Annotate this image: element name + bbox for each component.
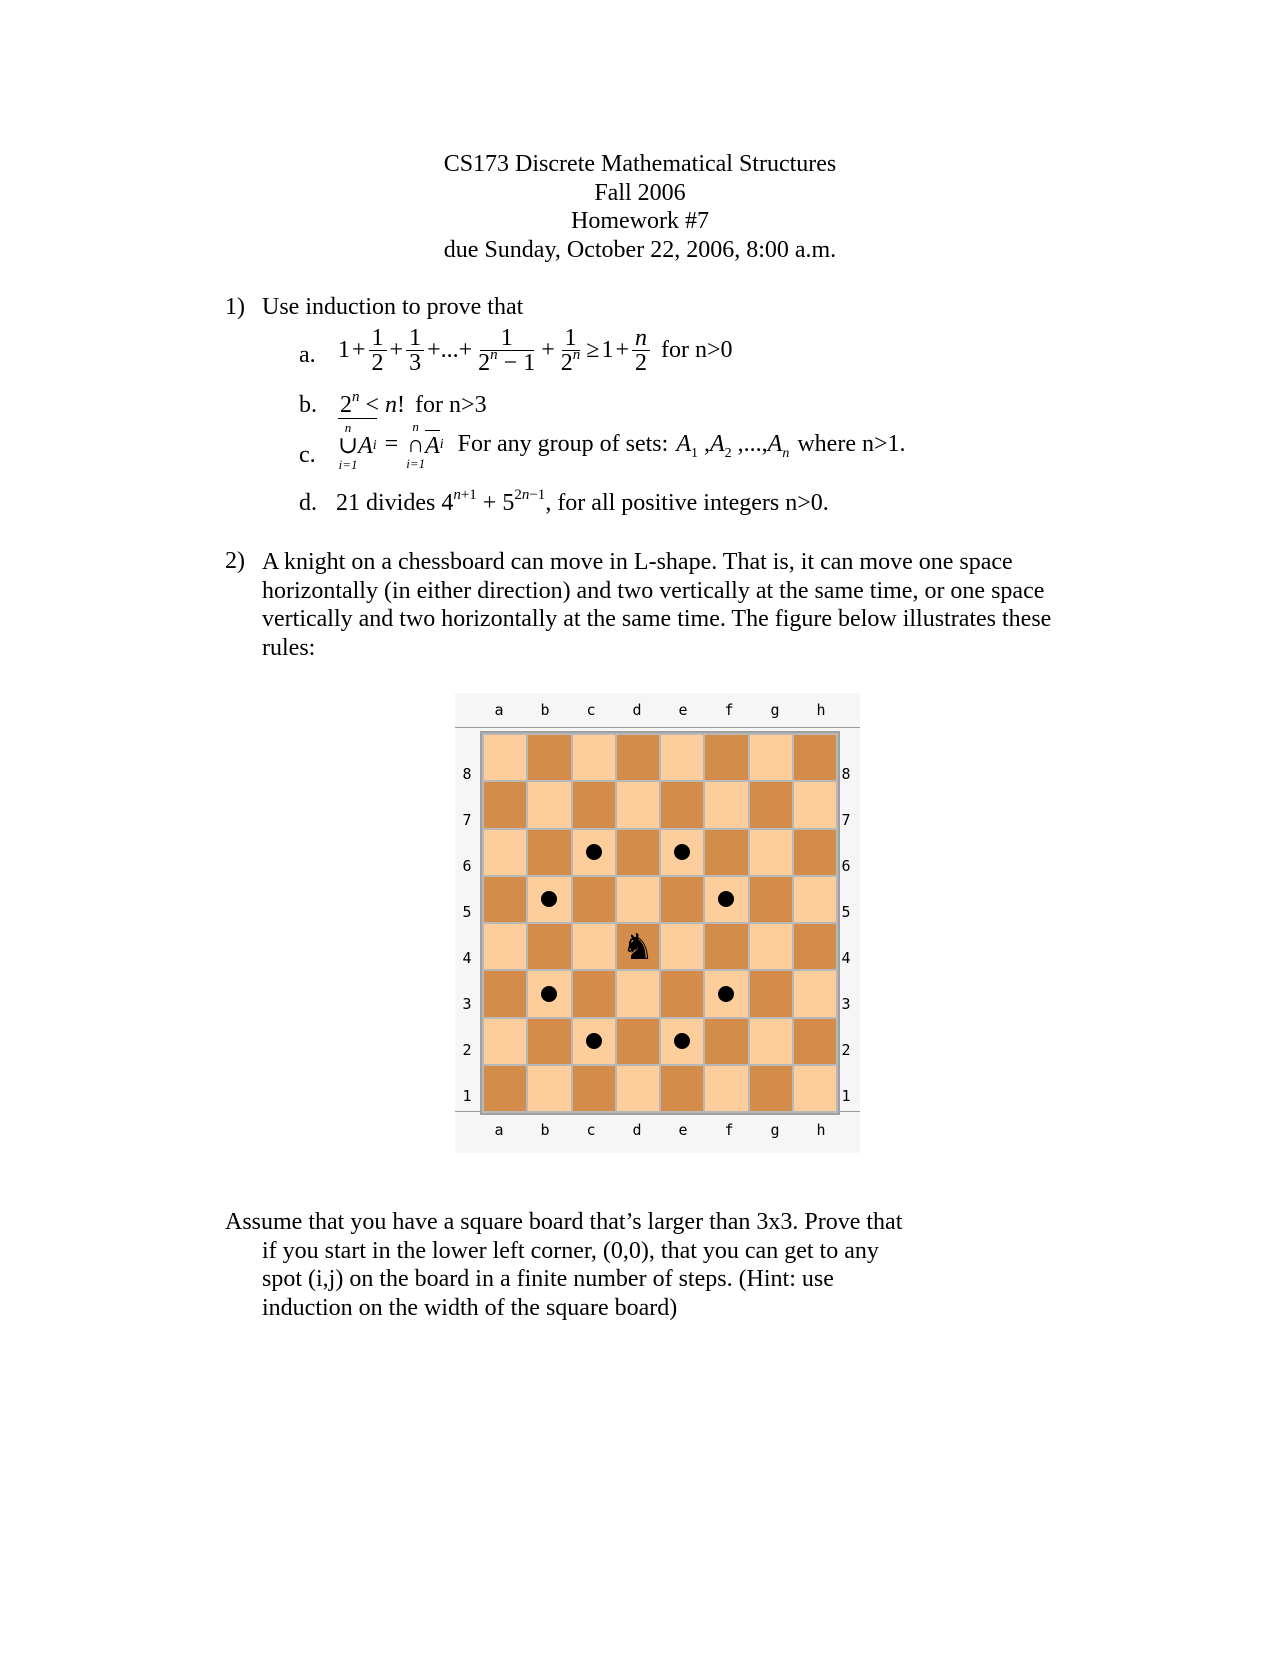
term: Fall 2006 xyxy=(594,179,686,206)
file-label-d-bottom: d xyxy=(632,1121,642,1139)
rank-label-8-right: 8 xyxy=(841,765,851,783)
problem-2-followup xyxy=(225,1208,1125,1322)
part-a-label: a. xyxy=(299,342,316,368)
square-g4 xyxy=(750,924,792,969)
square-a7 xyxy=(484,782,526,827)
square-c6 xyxy=(573,830,615,875)
problem-1-number: 1) xyxy=(225,294,245,320)
file-label-c-top: c xyxy=(586,701,596,719)
part-b-label: b. xyxy=(299,392,317,418)
part-d-prefix: 21 divides xyxy=(336,490,436,516)
square-h7 xyxy=(794,782,836,827)
square-b1 xyxy=(528,1066,570,1111)
rank-label-3-right: 3 xyxy=(841,995,851,1013)
square-f1 xyxy=(705,1066,747,1111)
square-f6 xyxy=(705,830,747,875)
square-h5 xyxy=(794,877,836,922)
square-g1 xyxy=(750,1066,792,1111)
part-c-label: c. xyxy=(299,442,316,468)
move-target-dot-icon xyxy=(541,891,557,907)
course-title: CS173 Discrete Mathematical Structures xyxy=(443,151,837,177)
rank-label-6-right: 6 xyxy=(841,857,851,875)
file-label-a-top: a xyxy=(494,701,504,719)
square-a2 xyxy=(484,1019,526,1064)
part-b-condition: for n>3 xyxy=(415,392,487,418)
move-target-dot-icon xyxy=(586,844,602,860)
file-label-g-top: g xyxy=(770,701,780,719)
rank-label-1-right: 1 xyxy=(841,1087,851,1105)
rank-label-7-right: 7 xyxy=(841,811,851,829)
square-b5 xyxy=(528,877,570,922)
square-d3 xyxy=(617,971,659,1016)
rank-label-3-left: 3 xyxy=(462,995,472,1013)
file-label-b-top: b xyxy=(540,701,550,719)
file-label-g-bottom: g xyxy=(770,1121,780,1139)
due-date: due Sunday, October 22, 2006, 8:00 a.m. xyxy=(443,236,837,263)
square-d2 xyxy=(617,1019,659,1064)
problem-2-number: 2) xyxy=(225,548,245,574)
square-d8 xyxy=(617,735,659,780)
file-label-h-top: h xyxy=(816,701,826,719)
square-a4 xyxy=(484,924,526,969)
square-g7 xyxy=(750,782,792,827)
file-label-b-bottom: b xyxy=(540,1121,550,1139)
rank-label-6-left: 6 xyxy=(462,857,472,875)
square-h1 xyxy=(794,1066,836,1111)
square-f5 xyxy=(705,877,747,922)
square-g3 xyxy=(750,971,792,1016)
square-e1 xyxy=(661,1066,703,1111)
square-e5 xyxy=(661,877,703,922)
file-label-f-bottom: f xyxy=(724,1121,734,1139)
square-f7 xyxy=(705,782,747,827)
square-f8 xyxy=(705,735,747,780)
square-e2 xyxy=(661,1019,703,1064)
square-b2 xyxy=(528,1019,570,1064)
move-target-dot-icon xyxy=(718,891,734,907)
square-f2 xyxy=(705,1019,747,1064)
square-b4 xyxy=(528,924,570,969)
square-a1 xyxy=(484,1066,526,1111)
square-c5 xyxy=(573,877,615,922)
black-knight-icon: ♞ xyxy=(621,926,655,967)
square-g5 xyxy=(750,877,792,922)
square-f4 xyxy=(705,924,747,969)
problem-2-text: A knight on a chessboard can move in L-shape. That is, it can move one space horizontally (in either direction) and two vertically at the same time, or one space vertically and two horizontally at the same time. The figure below illustrates these rules: xyxy=(262,549,1052,661)
rank-label-7-left: 7 xyxy=(462,811,472,829)
square-e3 xyxy=(661,971,703,1016)
rank-label-1-left: 1 xyxy=(462,1087,472,1105)
square-a6 xyxy=(484,830,526,875)
file-label-c-bottom: c xyxy=(586,1121,596,1139)
rank-label-4-right: 4 xyxy=(841,949,851,967)
square-h2 xyxy=(794,1019,836,1064)
square-a5 xyxy=(484,877,526,922)
square-g6 xyxy=(750,830,792,875)
file-label-e-bottom: e xyxy=(678,1121,688,1139)
top-rule xyxy=(455,727,860,728)
square-h4 xyxy=(794,924,836,969)
move-target-dot-icon xyxy=(718,986,734,1002)
square-d6 xyxy=(617,830,659,875)
file-label-f-top: f xyxy=(724,701,734,719)
document-header xyxy=(0,150,1280,264)
square-d5 xyxy=(617,877,659,922)
square-b3 xyxy=(528,971,570,1016)
square-b6 xyxy=(528,830,570,875)
rank-label-2-left: 2 xyxy=(462,1041,472,1059)
formula-d: 21 divides $4^{n+1} + 5^{2n-1}$, for all positive integers n>0. xyxy=(336,487,829,516)
formula-b: $2^n < n$! for n>3 xyxy=(340,389,487,418)
square-b8 xyxy=(528,735,570,780)
square-c1 xyxy=(573,1066,615,1111)
square-c3 xyxy=(573,971,615,1016)
part-a-condition: for n>0 xyxy=(660,337,733,363)
assignment-title: Homework #7 xyxy=(571,208,709,234)
square-d7 xyxy=(617,782,659,827)
problem-1-intro: Use induction to prove that xyxy=(262,294,524,320)
rank-label-2-right: 2 xyxy=(841,1041,851,1059)
file-label-a-bottom: a xyxy=(494,1121,504,1139)
square-e6 xyxy=(661,830,703,875)
square-h6 xyxy=(794,830,836,875)
square-e7 xyxy=(661,782,703,827)
rank-label-4-left: 4 xyxy=(462,949,472,967)
square-h3 xyxy=(794,971,836,1016)
square-c4 xyxy=(573,924,615,969)
knight-move-chessboard xyxy=(455,693,860,1153)
part-d-label: d. xyxy=(299,490,317,516)
square-d4 xyxy=(617,924,659,969)
rank-label-8-left: 8 xyxy=(462,765,472,783)
part-d-suffix: , for all positive integers n>0. xyxy=(545,490,829,516)
square-e8 xyxy=(661,735,703,780)
board-grid xyxy=(480,731,840,1115)
followup-rest: if you start in the lower left corner, (0,0), that you can get to any spot (i,j) on the board in a finite number of steps. (Hint: use induction on the width of the square board) xyxy=(262,1237,879,1321)
file-label-h-bottom: h xyxy=(816,1121,826,1139)
file-label-d-top: d xyxy=(632,701,642,719)
rank-label-5-right: 5 xyxy=(841,903,851,921)
formula-a: 1 + $\frac{1}{2}$ + $\frac{1}{3}$ +...+ $\frac{1}{2^n - 1}$ + $\frac{1}{2^n}$ ≥ 1 + $\frac{n}{2}$ for n>0 xyxy=(338,325,733,376)
move-target-dot-icon xyxy=(541,986,557,1002)
part-c-condition: where n>1. xyxy=(797,431,906,457)
square-h8 xyxy=(794,735,836,780)
move-target-dot-icon xyxy=(586,1033,602,1049)
square-g8 xyxy=(750,735,792,780)
square-f3 xyxy=(705,971,747,1016)
file-label-e-top: e xyxy=(678,701,688,719)
rank-label-5-left: 5 xyxy=(462,903,472,921)
square-e4 xyxy=(661,924,703,969)
followup-first-line: Assume that you have a square board that’s larger than 3x3. Prove that xyxy=(225,1209,903,1235)
square-a8 xyxy=(484,735,526,780)
move-target-dot-icon xyxy=(674,844,690,860)
move-target-dot-icon xyxy=(674,1033,690,1049)
square-g2 xyxy=(750,1019,792,1064)
formula-c: n ∪ i=1 A i = n ∩ i=1 A i For any group of sets: $A_1$ $,A_2$ $,...,A_n$ where n>1. xyxy=(338,418,906,472)
part-c-text: For any group of sets: xyxy=(457,431,669,457)
square-c2 xyxy=(573,1019,615,1064)
square-b7 xyxy=(528,782,570,827)
square-a3 xyxy=(484,971,526,1016)
square-d1 xyxy=(617,1066,659,1111)
square-c7 xyxy=(573,782,615,827)
square-c8 xyxy=(573,735,615,780)
